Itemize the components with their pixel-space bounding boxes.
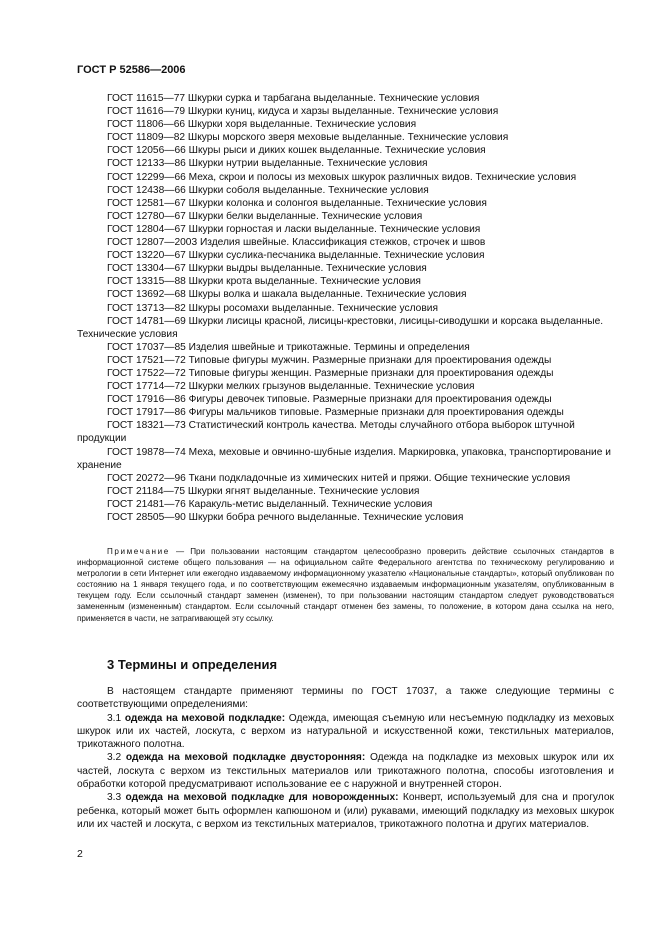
term-definition bbox=[77, 712, 614, 752]
reference-item: ГОСТ 21481—76 Каракуль-метис выделанный. Технические условия bbox=[107, 498, 433, 510]
reference-item: ГОСТ 17522—72 Типовые фигуры женщин. Размерные признаки для проектирования одежды bbox=[107, 367, 554, 379]
term-definition bbox=[77, 751, 614, 791]
term-text: Конверт, используемый для сна и прогулок ребенка, который может быть оформлен капюшоном и (или) рукавами, имеющий подкладку из меховых шкурок или их частей и лоскута, с верхом из текстильных материалов, трикотажного полотна и других материалов. bbox=[77, 792, 614, 830]
reference-item: ГОСТ 11809—82 Шкуры морского зверя меховые выделанные. Технические условия bbox=[107, 132, 509, 144]
section-heading: 3 Термины и определения bbox=[107, 657, 278, 672]
reference-item: ГОСТ 12581—67 Шкурки колонка и солонгоя выделанные. Технические условия bbox=[107, 197, 487, 209]
reference-item: ГОСТ 17916—86 Фигуры девочек типовые. Размерные признаки для проектирования одежды bbox=[107, 394, 552, 406]
reference-item: ГОСТ 13692—68 Шкуры волка и шакала выделанные. Технические условия bbox=[107, 289, 467, 301]
term-name: одежда на меховой подкладке: bbox=[124, 712, 286, 724]
note-paragraph bbox=[77, 546, 614, 624]
term-name: одежда на меховой подкладке двусторонняя: bbox=[125, 752, 366, 764]
reference-item: ГОСТ 12780—67 Шкурки белки выделанные. Технические условия bbox=[107, 210, 423, 222]
reference-item: ГОСТ 28505—90 Шкурки бобра речного выделанные. Технические условия bbox=[107, 512, 464, 523]
term-number: 3.1 bbox=[107, 712, 122, 724]
reference-item: ГОСТ 14781—69 Шкурки лисицы красной, лисицы-крестовки, лисицы-сиводушки и корсака выделанные. Технические условия bbox=[77, 315, 604, 340]
reference-item: ГОСТ 11806—66 Шкурки хоря выделанные. Технические условия bbox=[107, 119, 417, 131]
reference-item: ГОСТ 12438—66 Шкурки соболя выделанные. Технические условия bbox=[107, 184, 429, 196]
term-name: одежда на меховой подкладке для новорожденных: bbox=[125, 792, 399, 804]
reference-item: ГОСТ 17521—72 Типовые фигуры мужчин. Размерные признаки для проектирования одежды bbox=[107, 354, 552, 366]
term-text: Одежда, имеющая съемную или несъемную подкладку из меховых шкурок или их частей, лоскута, с верхом из натуральной и искусственной кожи, текстильных материалов, трикотажного полотна. bbox=[77, 712, 614, 751]
term-text: Одежда на подкладке из меховых шкурок или их частей, лоскута с верхом из текстильных материалов или трикотажного полотна, способы изготовления и обработки которой предусматривают использование ее с наружной и внутренней сторон. bbox=[77, 752, 614, 791]
reference-item: ГОСТ 19878—74 Меха, меховые и овчинно-шубные изделия. Маркировка, упаковка, транспортирование и хранение bbox=[77, 446, 611, 471]
reference-item: ГОСТ 12807—2003 Изделия швейные. Классификация стежков, строчек и швов bbox=[107, 237, 486, 249]
reference-item: ГОСТ 11615—77 Шкурки сурка и тарбагана выделанные. Технические условия bbox=[107, 93, 480, 104]
reference-item: ГОСТ 21184—75 Шкурки ягнят выделанные. Технические условия bbox=[107, 485, 420, 497]
page-header: ГОСТ Р 52586—2006 bbox=[77, 64, 186, 76]
section-body bbox=[77, 685, 614, 831]
reference-item: ГОСТ 13304—67 Шкурки выдры выделанные. Технические условия bbox=[107, 263, 427, 275]
reference-item: ГОСТ 13713—82 Шкуры росомахи выделанные. Технические условия bbox=[107, 302, 438, 314]
term-definition bbox=[77, 791, 614, 831]
reference-item: ГОСТ 13220—67 Шкурки суслика-песчаника выделанные. Технические условия bbox=[107, 250, 485, 262]
reference-item: ГОСТ 13315—88 Шкурки крота выделанные. Технические условия bbox=[107, 276, 421, 288]
page-number: 2 bbox=[77, 848, 83, 860]
reference-item: ГОСТ 20272—96 Ткани подкладочные из химических нитей и пряжи. Общие технические условия bbox=[107, 472, 571, 484]
term-number: 3.2 bbox=[107, 752, 122, 764]
reference-item: ГОСТ 12299—66 Меха, скрои и полосы из меховых шкурок различных видов. Технические условия bbox=[107, 171, 577, 183]
note-label: Примечание bbox=[107, 547, 170, 556]
reference-item: ГОСТ 12133—86 Шкурки нутрии выделанные. Технические условия bbox=[107, 158, 428, 170]
reference-item: ГОСТ 17037—85 Изделия швейные и трикотажные. Термины и определения bbox=[107, 341, 470, 353]
reference-item: ГОСТ 17917—86 Фигуры мальчиков типовые. Размерные признаки для проектирования одежды bbox=[107, 407, 564, 419]
reference-item: ГОСТ 12804—67 Шкурки горностая и ласки выделанные. Технические условия bbox=[107, 223, 481, 235]
reference-item: ГОСТ 17714—72 Шкурки мелких грызунов выделанные. Технические условия bbox=[107, 381, 475, 393]
reference-item: ГОСТ 12056—66 Шкуры рыси и диких кошек выделанные. Технические условия bbox=[107, 145, 486, 157]
reference-list bbox=[77, 92, 614, 524]
note-text: — При пользовании настоящим стандартом целесообразно проверить действие ссылочных стандартов в информационной системе общего пользования — на официальном сайте Федерального агентства по техническому регулированию и метрологии в сети Интернет или ежегодно издаваемому информационному указателю «Национальные стандарты», который опубликован по состоянию на 1 января текущего года, и по соответствующим ежемесячно издаваемым информационным указателям, опубликованным в текущем году. Если ссылочный стандарт заменен (изменен), то при пользовании настоящим стандартом следует руководствоваться замененным (измененным) стандартом. Если ссылочный стандарт отменен без замены, то положение, в котором дана ссылка на него, применяется в части, не затрагивающей эту ссылку. bbox=[77, 547, 614, 623]
intro-paragraph: В настоящем стандарте применяют термины по ГОСТ 17037, а также следующие термины с соответствующими определениями: bbox=[77, 686, 614, 711]
reference-item: ГОСТ 11616—79 Шкурки куниц, кидуса и харзы выделанные. Технические условия bbox=[107, 106, 499, 118]
reference-item: ГОСТ 18321—73 Статистический контроль качества. Методы случайного отбора выборок штучной продукции bbox=[77, 420, 575, 445]
term-number: 3.3 bbox=[107, 792, 122, 804]
